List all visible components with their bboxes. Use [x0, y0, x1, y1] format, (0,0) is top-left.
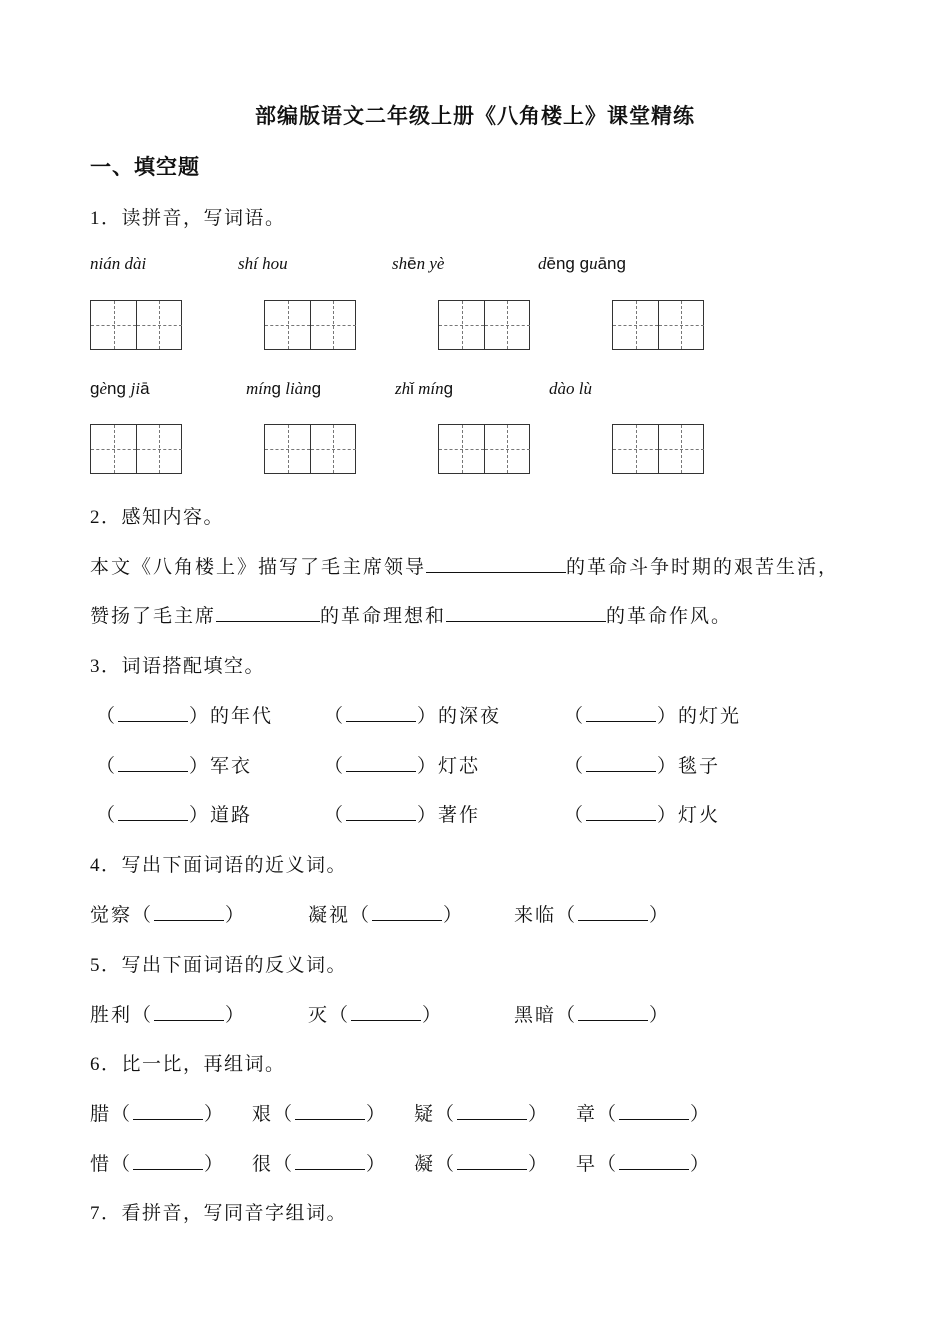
collocation-word: 灯芯 [438, 755, 481, 777]
collocation-word: 道路 [210, 804, 253, 826]
word-group-item [252, 1099, 387, 1126]
antonym-item [90, 1000, 246, 1027]
writing-cell[interactable] [137, 425, 182, 473]
writing-cell[interactable] [91, 301, 137, 349]
answer-blank[interactable] [118, 757, 188, 772]
answer-blank[interactable] [346, 757, 416, 772]
bracket: （ [96, 705, 118, 727]
question-number: 4 [90, 855, 101, 876]
bracket: ） [189, 755, 211, 777]
writing-grid[interactable] [264, 424, 356, 474]
pinyin-label [238, 254, 288, 274]
pinyin-text: ng [107, 379, 131, 398]
writing-cell[interactable] [485, 301, 530, 349]
bracket: ） [443, 904, 465, 926]
synonym-item [514, 900, 670, 927]
pinyin-text: ji [130, 379, 141, 398]
answer-blank[interactable] [578, 906, 648, 921]
bracket: ） [204, 1103, 226, 1125]
sentence-text: 的革命作风。 [606, 605, 733, 627]
bracket: ） [649, 904, 671, 926]
answer-blank[interactable] [216, 605, 320, 622]
collocation-item [324, 751, 480, 778]
answer-blank[interactable] [295, 1155, 365, 1170]
writing-grid[interactable] [90, 424, 182, 474]
pinyin-label [246, 379, 321, 399]
bracket: ） [690, 1153, 712, 1175]
question-6-heading [90, 1049, 286, 1076]
section-heading: 一、填空题 [90, 154, 200, 179]
sentence-text: 的革命理想和 [320, 605, 447, 627]
question-text: ．看拼音，写同音字组词。 [101, 1202, 348, 1224]
bracket: （ [273, 1103, 295, 1125]
collocation-item [96, 701, 273, 728]
word-group-item [414, 1149, 549, 1176]
word-group-item [414, 1099, 549, 1126]
answer-blank[interactable] [446, 605, 606, 622]
question-2-heading [90, 502, 224, 529]
word-group-item [576, 1099, 711, 1126]
pinyin-label [549, 379, 592, 399]
answer-blank[interactable] [426, 556, 566, 573]
pinyin-label [395, 379, 453, 399]
bracket: （ [96, 804, 118, 826]
pinyin-text: ǐ [410, 379, 414, 398]
answer-blank[interactable] [586, 757, 656, 772]
word-group-item [90, 1099, 225, 1126]
writing-grid[interactable] [90, 300, 182, 350]
pinyin-label [392, 254, 444, 274]
answer-blank[interactable] [346, 707, 416, 722]
collocation-item [96, 751, 252, 778]
bracket: （ [435, 1153, 457, 1175]
answer-blank[interactable] [133, 1105, 203, 1120]
bracket: （ [132, 1004, 154, 1026]
pinyin-text: ē [546, 254, 556, 273]
pinyin-text: shí hou [238, 254, 288, 273]
antonym-item [308, 1000, 443, 1027]
pinyin-text: è [99, 379, 108, 398]
question-number: 3 [90, 656, 101, 677]
bracket: ） [366, 1103, 388, 1125]
question-text: ．写出下面词语的近义词。 [101, 854, 348, 876]
bracket: （ [96, 755, 118, 777]
word: 胜利 [90, 1004, 133, 1026]
sentence-text: 赞扬了毛主席 [90, 605, 217, 627]
answer-blank[interactable] [118, 806, 188, 821]
bracket: ） [189, 705, 211, 727]
pinyin-text: liàn [280, 379, 312, 398]
bracket: （ [564, 755, 586, 777]
pinyin-text: g [443, 379, 454, 398]
collocation-word: 的灯光 [678, 705, 742, 727]
bracket: ） [225, 1004, 247, 1026]
collocation-item [324, 701, 501, 728]
sentence-text: 本文《八角楼上》描写了毛主席领导 [90, 556, 427, 578]
bracket: （ [556, 904, 578, 926]
collocation-item [564, 800, 720, 827]
bracket: ） [366, 1153, 388, 1175]
pinyin-text: mín [246, 379, 272, 398]
synonym-item [90, 900, 246, 927]
bracket: （ [350, 904, 372, 926]
writing-grid[interactable] [438, 424, 530, 474]
bracket: （ [111, 1153, 133, 1175]
writing-cell[interactable] [439, 301, 485, 349]
word: 凝视 [308, 904, 351, 926]
bracket: ） [657, 755, 679, 777]
writing-cell[interactable] [659, 301, 704, 349]
answer-blank[interactable] [154, 906, 224, 921]
character: 艰 [252, 1103, 274, 1125]
character: 惜 [90, 1153, 112, 1175]
pinyin-text: g [271, 379, 281, 398]
answer-blank[interactable] [619, 1105, 689, 1120]
writing-cell[interactable] [485, 425, 530, 473]
bracket: ） [204, 1153, 226, 1175]
question-number: 5 [90, 955, 101, 976]
answer-blank[interactable] [154, 1006, 224, 1021]
writing-grid[interactable] [612, 300, 704, 350]
answer-blank[interactable] [133, 1155, 203, 1170]
bracket: （ [111, 1103, 133, 1125]
question-7-heading [90, 1198, 347, 1225]
question-number: 7 [90, 1203, 101, 1224]
bracket: （ [132, 904, 154, 926]
answer-blank[interactable] [586, 806, 656, 821]
word-group-item [576, 1149, 711, 1176]
sentence-text: 的革命斗争时期的艰苦生活， [566, 556, 840, 578]
page-title: 部编版语文二年级上册《八角楼上》课堂精练 [255, 103, 695, 128]
bracket: ） [657, 804, 679, 826]
question-number: 1 [90, 208, 101, 229]
bracket: （ [324, 804, 346, 826]
pinyin-text: ā [140, 379, 150, 398]
pinyin-text: zh [395, 379, 411, 398]
pinyin-text: ā [597, 254, 608, 273]
collocation-item [564, 751, 720, 778]
pinyin-label [538, 254, 626, 274]
bracket: ） [649, 1004, 671, 1026]
word-group-item [90, 1149, 225, 1176]
question-1-heading [90, 203, 286, 230]
question-text: ．比一比，再组词。 [101, 1053, 286, 1075]
answer-blank[interactable] [372, 906, 442, 921]
word: 黑暗 [514, 1004, 557, 1026]
writing-cell[interactable] [659, 425, 704, 473]
collocation-word: 著作 [438, 804, 481, 826]
bracket: （ [329, 1004, 351, 1026]
pinyin-text: nián dài [90, 254, 147, 273]
pinyin-text: d [538, 254, 547, 273]
writing-cell[interactable] [311, 425, 356, 473]
bracket: （ [324, 755, 346, 777]
writing-grid[interactable] [438, 300, 530, 350]
bracket: （ [597, 1153, 619, 1175]
writing-cell[interactable] [311, 301, 356, 349]
word-group-item [252, 1149, 387, 1176]
pinyin-text: ng [607, 254, 626, 273]
collocation-item [564, 701, 741, 728]
bracket: ） [422, 1004, 444, 1026]
bracket: （ [435, 1103, 457, 1125]
answer-blank[interactable] [578, 1006, 648, 1021]
question-number: 6 [90, 1054, 101, 1075]
character: 早 [576, 1153, 598, 1175]
collocation-word: 的年代 [210, 705, 274, 727]
question-text: ．词语搭配填空。 [101, 655, 266, 677]
character: 凝 [414, 1153, 436, 1175]
writing-cell[interactable] [439, 425, 485, 473]
pinyin-text: sh [392, 254, 408, 273]
writing-cell[interactable] [137, 301, 182, 349]
character: 章 [576, 1103, 598, 1125]
bracket: （ [556, 1004, 578, 1026]
collocation-word: 的深夜 [438, 705, 502, 727]
bracket: ） [417, 804, 439, 826]
question-3-heading [90, 651, 265, 678]
pinyin-text: mín [413, 379, 444, 398]
pinyin-text: n yè [416, 254, 445, 273]
pinyin-label [90, 379, 150, 399]
pinyin-text: dào lù [549, 379, 592, 398]
pinyin-text: g [90, 379, 100, 398]
pinyin-text: g [311, 379, 322, 398]
bracket: （ [564, 804, 586, 826]
answer-blank[interactable] [586, 707, 656, 722]
pinyin-text: ng g [555, 254, 590, 273]
writing-cell[interactable] [613, 301, 659, 349]
collocation-word: 毯子 [678, 755, 721, 777]
pinyin-label [90, 254, 146, 274]
bracket: ） [657, 705, 679, 727]
writing-cell[interactable] [265, 301, 311, 349]
answer-blank[interactable] [346, 806, 416, 821]
question-text: ．读拼音，写词语。 [101, 207, 286, 229]
synonym-item [308, 900, 464, 927]
antonym-item [514, 1000, 670, 1027]
pinyin-text: ē [407, 254, 417, 273]
fill-in-sentence [90, 552, 839, 579]
character: 疑 [414, 1103, 436, 1125]
character: 很 [252, 1153, 274, 1175]
question-5-heading [90, 950, 347, 977]
question-4-heading [90, 850, 347, 877]
answer-blank[interactable] [351, 1006, 421, 1021]
bracket: ） [417, 705, 439, 727]
writing-cell[interactable] [91, 425, 137, 473]
question-number: 2 [90, 507, 101, 528]
question-text: ．写出下面词语的反义词。 [101, 954, 348, 976]
pinyin-text: u [589, 254, 598, 273]
question-text: ．感知内容。 [101, 506, 225, 528]
bracket: （ [564, 705, 586, 727]
answer-blank[interactable] [457, 1155, 527, 1170]
word: 觉察 [90, 904, 133, 926]
collocation-item [324, 800, 480, 827]
bracket: ） [528, 1153, 550, 1175]
writing-cell[interactable] [613, 425, 659, 473]
bracket: ） [225, 904, 247, 926]
bracket: ） [528, 1103, 550, 1125]
fill-in-sentence [90, 601, 732, 628]
answer-blank[interactable] [295, 1105, 365, 1120]
answer-blank[interactable] [619, 1155, 689, 1170]
bracket: （ [324, 705, 346, 727]
collocation-word: 军衣 [210, 755, 253, 777]
bracket: （ [273, 1153, 295, 1175]
bracket: （ [597, 1103, 619, 1125]
answer-blank[interactable] [118, 707, 188, 722]
writing-grid[interactable] [264, 300, 356, 350]
bracket: ） [189, 804, 211, 826]
word: 来临 [514, 904, 557, 926]
word: 灭 [308, 1004, 330, 1026]
collocation-word: 灯火 [678, 804, 721, 826]
collocation-item [96, 800, 252, 827]
writing-grid[interactable] [612, 424, 704, 474]
answer-blank[interactable] [457, 1105, 527, 1120]
bracket: ） [417, 755, 439, 777]
character: 腊 [90, 1103, 112, 1125]
writing-cell[interactable] [265, 425, 311, 473]
bracket: ） [690, 1103, 712, 1125]
